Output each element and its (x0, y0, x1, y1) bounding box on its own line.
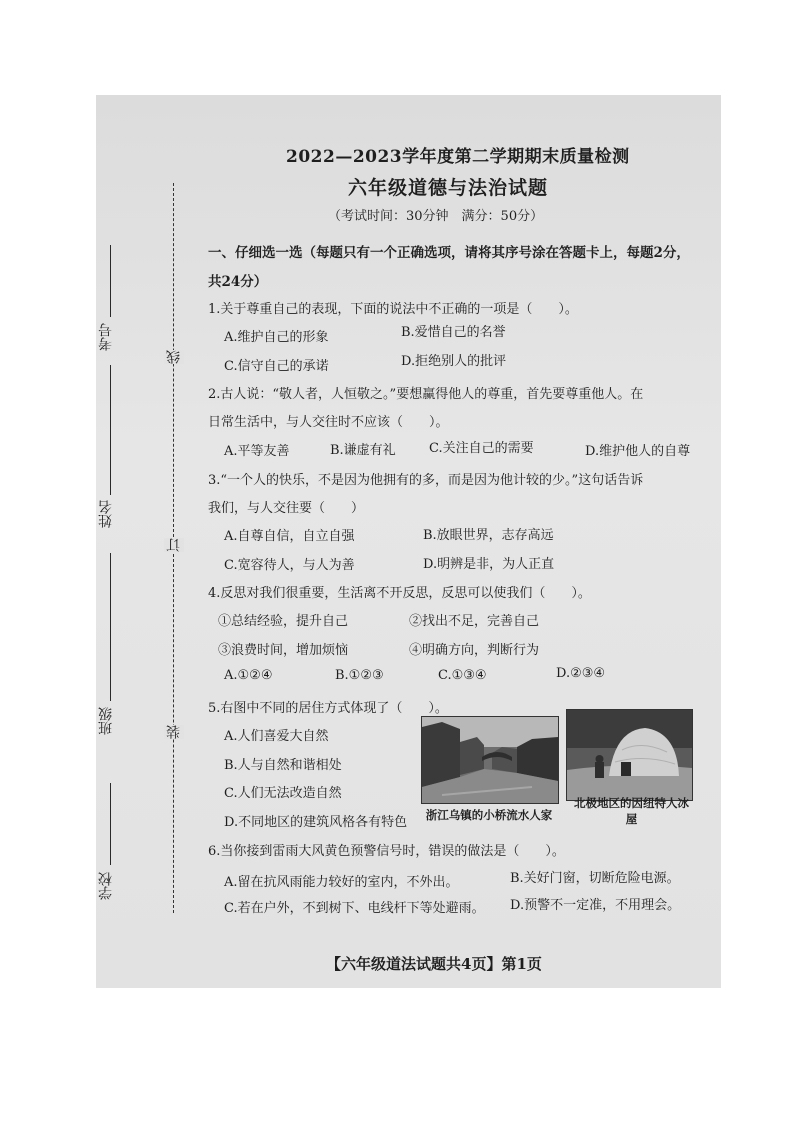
q2-option-d: D.维护他人的自尊 (585, 444, 691, 459)
binding-mark-line: 线 (166, 350, 182, 364)
question-1-stem: 1.关于尊重自己的表现，下面的说法中不正确的一项是（ ）。 (208, 302, 578, 317)
question-3-stem: 3.“一个人的快乐，不是因为他拥有的多，而是因为他计较的少。”这句话告诉 (208, 473, 644, 488)
q5-option-a: A.人们喜爱大自然 (224, 729, 329, 744)
blank-line-school (110, 783, 111, 865)
blank-line-class (110, 553, 111, 701)
q4-item-2: ②找出不足，完善自己 (409, 614, 540, 629)
section-heading-cont: 共24分） (208, 274, 268, 290)
q3-option-d: D.明辨是非，为人正直 (423, 557, 555, 572)
question-5-stem: 5.右图中不同的居住方式体现了（ ）。 (208, 701, 448, 716)
q4-option-d: D.②③④ (556, 666, 606, 681)
question-2-stem-cont: 日常生活中，与人交往时不应该（ ）。 (208, 415, 449, 430)
igloo-photo (566, 709, 693, 801)
q6-option-b: B.关好门窗，切断危险电源。 (510, 871, 680, 886)
q3-option-a: A.自尊自信，自立自强 (224, 529, 355, 544)
page-footer: 【六年级道法试题共4页】第1页 (326, 955, 542, 973)
q1-option-d: D.拒绝别人的批评 (401, 354, 507, 369)
q3-option-c: C.宽容待人，与人为善 (224, 558, 355, 573)
question-4-stem: 4.反思对我们很重要，生活离不开反思，反思可以使我们（ ）。 (208, 586, 591, 601)
q5-option-b: B.人与自然和谐相处 (224, 758, 342, 773)
blank-line-name (110, 365, 111, 495)
exam-title: 2022—2023学年度第二学期期末质量检测 (286, 147, 630, 167)
q4-option-b: B.①②③ (335, 668, 384, 683)
binding-label-exam-number: 考号 (98, 323, 114, 351)
question-3-stem-cont: 我们，与人交往要（ ） (208, 501, 365, 516)
binding-mark-bind: 装 (166, 725, 182, 739)
q3-option-b: B.放眼世界，志存高远 (423, 528, 554, 543)
q4-option-a: A.①②④ (224, 668, 273, 683)
q4-option-c: C.①③④ (438, 668, 487, 683)
exam-subtitle: 六年级道德与法治试题 (348, 177, 549, 199)
blank-line-exam-number (110, 245, 111, 317)
exam-meta: （考试时间：30分钟 满分：50分） (328, 209, 544, 224)
q2-option-c: C.关注自己的需要 (429, 441, 534, 456)
question-6-stem: 6.当你接到雷雨大风黄色预警信号时，错误的做法是（ ）。 (208, 844, 565, 859)
exam-sheet (96, 95, 721, 988)
q2-option-b: B.谦虚有礼 (330, 443, 396, 458)
q5-option-d: D.不同地区的建筑风格各有特色 (224, 815, 408, 830)
q4-item-4: ④明确方向，判断行为 (409, 643, 540, 658)
q6-option-d: D.预警不一定准，不用理会。 (510, 898, 681, 913)
binding-label-name: 姓名 (98, 500, 114, 528)
binding-label-school: 学校 (98, 872, 114, 900)
binding-mark-order: 订 (166, 538, 182, 552)
q1-option-c: C.信守自己的承诺 (224, 359, 329, 374)
q1-option-b: B.爱惜自己的名誉 (401, 325, 506, 340)
igloo-caption: 北极地区的因纽特人冰屋 (574, 796, 689, 826)
q5-option-c: C.人们无法改造自然 (224, 786, 342, 801)
q4-item-1: ①总结经验，提升自己 (218, 614, 349, 629)
question-2-stem: 2.古人说：“敬人者，人恒敬之。”要想赢得他人的尊重，首先要尊重他人。在 (208, 387, 644, 402)
q4-item-3: ③浪费时间，增加烦恼 (218, 643, 349, 658)
q6-option-c: C.若在户外，不到树下、电线杆下等处避雨。 (224, 901, 485, 916)
binding-label-class: 班级 (98, 707, 114, 735)
water-town-caption: 浙江乌镇的小桥流水人家 (425, 808, 553, 822)
water-town-photo (421, 716, 559, 804)
q2-option-a: A.平等友善 (224, 444, 290, 459)
q6-option-a: A.留在抗风雨能力较好的室内，不外出。 (224, 875, 459, 890)
q1-option-a: A.维护自己的形象 (224, 330, 329, 345)
section-heading: 一、仔细选一选（每题只有一个正确选项，请将其序号涂在答题卡上，每题2分， (208, 245, 690, 261)
